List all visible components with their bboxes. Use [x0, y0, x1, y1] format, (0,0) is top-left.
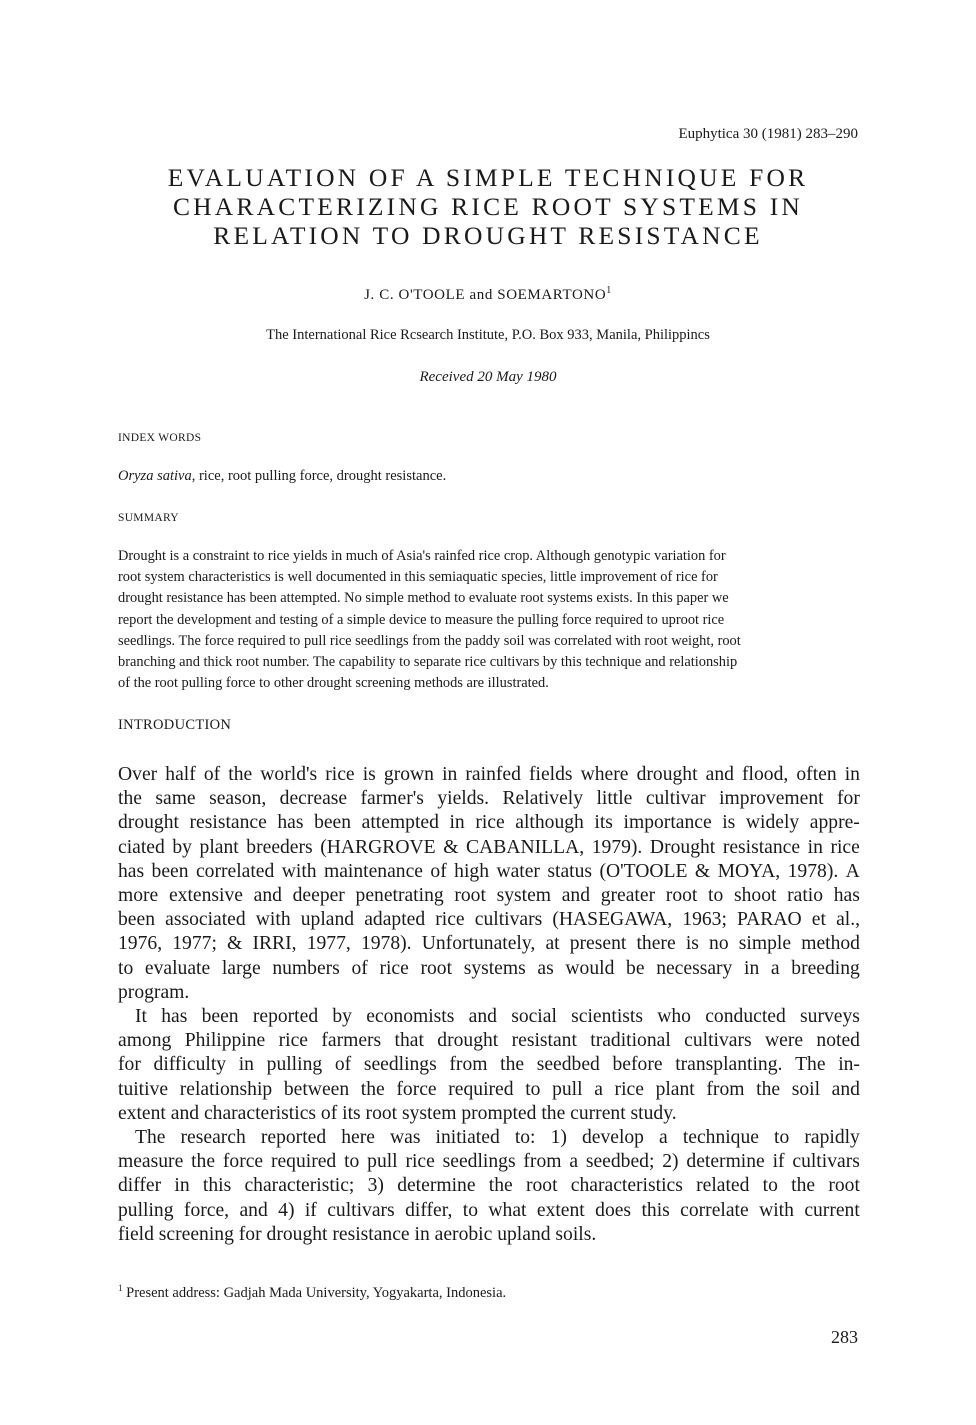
intro-line	[118, 763, 860, 787]
intro-word: the	[791, 1175, 816, 1197]
intro-word: been	[118, 909, 155, 931]
intro-word: root	[828, 1175, 860, 1197]
intro-word: resistance	[722, 836, 801, 858]
intro-line	[118, 932, 860, 956]
intro-word: reported	[260, 1127, 327, 1149]
intro-word: in	[442, 764, 458, 785]
intro-word: plant	[199, 836, 239, 858]
intro-word: rice	[435, 909, 465, 931]
intro-word: Unfortunately,	[421, 933, 536, 955]
summary-line: report the development and testing of a simple device to measure the pulling force required to uproot rice	[118, 611, 725, 628]
intro-word: extent	[536, 1199, 585, 1221]
intro-word: grown	[383, 764, 434, 785]
keyword-list: , rice, root pulling force, drought resistance.	[191, 468, 447, 484]
intro-word: 4)	[278, 1199, 295, 1221]
intro-word: has	[161, 1006, 188, 1028]
intro-word: 1963;	[682, 909, 727, 931]
intro-word: in	[174, 1175, 190, 1197]
intro-word: reported	[252, 1006, 319, 1028]
intro-word: with	[281, 860, 317, 882]
intro-word: root	[454, 885, 486, 907]
intro-word: is	[685, 933, 699, 955]
intro-word: differ,	[405, 1199, 453, 1221]
intro-word: pull	[552, 1078, 583, 1100]
intro-line	[118, 1053, 860, 1077]
intro-word: from	[706, 1078, 745, 1100]
intro-word: little	[596, 788, 633, 810]
intro-word: soil	[791, 1078, 821, 1100]
intro-word: economists	[366, 1006, 455, 1028]
intro-word: to	[118, 957, 134, 979]
intro-word: breeding	[791, 957, 860, 979]
intro-word: in-	[838, 1054, 860, 1076]
intro-word: maintenance	[323, 860, 423, 882]
intro-word: appre-	[809, 812, 860, 834]
intro-word: cultivars	[792, 1151, 860, 1173]
intro-word: The	[135, 1127, 166, 1149]
intro-word: its	[594, 812, 613, 834]
intro-word: to	[344, 1151, 360, 1173]
intro-word: and	[561, 885, 591, 907]
intro-line	[118, 1150, 860, 1174]
intro-word: the	[360, 1078, 385, 1100]
intro-word: this	[641, 1199, 670, 1221]
authors	[0, 287, 976, 304]
intro-line	[118, 1174, 860, 1198]
intro-word: simple	[738, 933, 792, 955]
intro-word: by	[172, 836, 192, 858]
intro-word: required	[270, 1151, 337, 1173]
intro-word: tuitive	[118, 1078, 169, 1100]
intro-word: numbers	[272, 957, 340, 979]
article-title	[60, 163, 916, 250]
intro-word: widely	[745, 812, 800, 834]
intro-word: been	[314, 812, 352, 834]
intro-word: penetrating	[355, 885, 444, 907]
intro-word: &	[443, 836, 459, 858]
intro-word: &	[227, 933, 243, 955]
intro-word: breeders	[246, 836, 313, 858]
intro-word: shoot	[733, 885, 777, 907]
intro-word: were	[764, 1030, 804, 1052]
intro-word: rice	[379, 957, 409, 979]
intro-word: 1977,	[306, 933, 351, 955]
intro-word: 1979).	[591, 836, 643, 858]
intro-word: be	[626, 957, 645, 979]
intro-word: related	[696, 1175, 750, 1197]
intro-word: half	[165, 764, 196, 785]
introduction-body	[118, 763, 860, 1247]
author-footnote-marker: 1	[606, 285, 612, 296]
intro-word: Relatively	[502, 788, 584, 810]
summary-line: seedlings. The force required to pull rice seedlings from the paddy soil was correlated with root weight, root	[118, 632, 741, 649]
intro-word: among	[118, 1030, 172, 1052]
index-words-heading: INDEX WORDS	[118, 432, 202, 444]
intro-word: to	[774, 1127, 790, 1149]
intro-word: in	[744, 957, 760, 979]
intro-word: Drought	[649, 836, 716, 858]
intro-word: pulling	[118, 1199, 174, 1221]
intro-word: although	[515, 812, 584, 834]
intro-word: 3)	[367, 1175, 384, 1197]
intro-word: the	[118, 788, 142, 810]
intro-word: in	[844, 764, 860, 785]
intro-line	[118, 787, 860, 811]
intro-word: adapted	[364, 909, 426, 931]
intro-word: 1)	[550, 1127, 567, 1149]
intro-line	[118, 1199, 860, 1223]
intro-word: cultivar	[645, 788, 706, 810]
intro-word: rice	[475, 812, 505, 834]
intro-word: determine	[686, 1151, 765, 1173]
summary-line: Drought is a constraint to rice yields in much of Asia's rainfed rice crop. Although genotypic variation for	[118, 548, 726, 564]
intro-word: water	[496, 860, 540, 882]
intro-word: relationship	[179, 1078, 273, 1100]
title-line: CHARACTERIZING RICE ROOT SYSTEMS IN	[172, 192, 804, 221]
intro-word: drought	[437, 1030, 499, 1052]
intro-word: force,	[183, 1199, 230, 1221]
intro-word: upland	[300, 909, 355, 931]
intro-line	[118, 811, 860, 835]
intro-word: ciated	[118, 836, 165, 858]
intro-word: of	[351, 957, 368, 979]
intro-word: 1978).	[787, 860, 839, 882]
intro-word: required	[448, 1078, 514, 1100]
intro-line	[118, 1005, 860, 1029]
intro-word: a	[569, 1151, 579, 1173]
intro-word: farmers	[321, 1030, 382, 1052]
intro-word: of	[334, 1054, 352, 1076]
intro-word: necessary	[656, 957, 733, 979]
intro-word: &	[694, 860, 711, 882]
intro-word: is	[722, 812, 736, 834]
intro-word: season,	[209, 788, 267, 810]
intro-word: from	[449, 1054, 488, 1076]
author-names: J. C. O'TOOLE and SOEMARTONO	[364, 287, 607, 303]
intro-word: seedbed	[536, 1054, 600, 1076]
intro-word: Over	[118, 764, 158, 785]
intro-word: IRRI,	[252, 933, 297, 955]
intro-word: root	[665, 885, 698, 907]
intro-word: improvement	[719, 788, 824, 810]
intro-word: yields.	[437, 788, 490, 810]
intro-word: what	[488, 1199, 527, 1221]
summary-body	[118, 546, 860, 694]
intro-word: system	[496, 885, 552, 907]
journal-reference: Euphytica 30 (1981) 283–290	[678, 126, 858, 142]
intro-word: from	[523, 1151, 562, 1173]
intro-word: by	[332, 1006, 352, 1028]
intro-word: pulling	[266, 1054, 323, 1076]
intro-word: and	[468, 1006, 497, 1028]
intro-word: et	[811, 909, 826, 931]
intro-word: this	[202, 1175, 232, 1197]
intro-word: of	[203, 764, 221, 785]
intro-word: for	[837, 788, 860, 810]
intro-word: the	[500, 1054, 525, 1076]
intro-word: method	[801, 933, 860, 955]
intro-word: for	[118, 1054, 141, 1076]
intro-word: more	[118, 885, 159, 907]
intro-word: to	[525, 1078, 541, 1100]
intro-word: The	[795, 1054, 826, 1076]
intro-word: technique	[682, 1127, 759, 1149]
intro-word: would	[565, 957, 615, 979]
intro-word: rainfed	[465, 764, 521, 785]
intro-word: often	[796, 764, 837, 785]
intro-word: measure	[118, 1151, 184, 1173]
intro-word: has	[118, 860, 145, 882]
intro-word: characteristics	[570, 1175, 683, 1197]
intro-word: greater	[600, 885, 656, 907]
intro-word: conducted	[705, 1006, 786, 1028]
intro-word: the	[488, 1175, 513, 1197]
intro-word: a	[594, 1078, 603, 1100]
intro-word: flood,	[742, 764, 789, 785]
intro-word: Philippine	[184, 1030, 266, 1052]
intro-word: seedbed;	[585, 1151, 655, 1173]
intro-word: to:	[514, 1127, 536, 1149]
intro-word: been	[151, 860, 189, 882]
intro-word: rice	[278, 1030, 308, 1052]
intro-word: there	[636, 933, 676, 955]
intro-word: rice	[830, 836, 860, 858]
intro-word: drought	[118, 812, 179, 834]
intro-word: MOYA,	[717, 860, 781, 882]
intro-word: cultivars	[684, 1030, 752, 1052]
intro-word: in	[449, 812, 465, 834]
intro-line	[118, 957, 860, 981]
title-line: RELATION TO DROUGHT RESISTANCE	[213, 221, 763, 250]
intro-word: high	[454, 860, 490, 882]
intro-word: cultivars	[474, 909, 543, 931]
intro-line: program.	[118, 981, 190, 1003]
intro-word: research	[180, 1127, 246, 1149]
footnote-marker: 1	[118, 1283, 123, 1294]
affiliation: The International Rice Rcsearch Institute, P.O. Box 933, Manila, Philippincs	[266, 327, 710, 343]
intro-word: to	[462, 1199, 478, 1221]
intro-word: no	[709, 933, 729, 955]
intro-line	[118, 1029, 860, 1053]
intro-word: status	[547, 860, 593, 882]
received-date: Received 20 May 1980	[419, 369, 557, 385]
intro-word: between	[283, 1078, 350, 1100]
intro-word: is	[362, 764, 376, 785]
intro-word: correlated	[195, 860, 275, 882]
intro-word: world's	[260, 764, 318, 785]
intro-word: with	[759, 1199, 794, 1221]
intro-word: cultivars	[327, 1199, 395, 1221]
intro-line	[118, 860, 860, 884]
page-number: 283	[831, 1327, 858, 1347]
intro-word: and	[253, 885, 282, 907]
intro-line	[118, 836, 860, 860]
intro-word: It	[135, 1006, 147, 1028]
intro-word: systems	[463, 957, 526, 979]
intro-word: in	[238, 1054, 254, 1076]
intro-word: force	[222, 1151, 264, 1173]
intro-word: initiated	[435, 1127, 500, 1149]
intro-word: farmer's	[360, 788, 424, 810]
intro-word: does	[595, 1199, 632, 1221]
intro-word: rapidly	[804, 1127, 860, 1149]
summary-line: branching and thick root number. The capability to separate rice cultivars by this technique and relationship	[118, 654, 738, 671]
intro-word: has	[833, 885, 860, 907]
intro-word: 2)	[662, 1151, 679, 1173]
intro-word: to	[708, 885, 724, 907]
intro-word: has	[277, 812, 304, 834]
footnote-text: Present address: Gadjah Mada University, Yogyakarta, Indonesia.	[126, 1285, 507, 1301]
intro-word: resistance	[189, 812, 267, 834]
intro-word: in	[807, 836, 823, 858]
intro-word: (HARGROVE	[320, 836, 436, 858]
intro-word: to	[762, 1175, 778, 1197]
intro-word: fields	[528, 764, 573, 785]
intro-word: a	[770, 957, 780, 979]
intro-word: and	[705, 764, 734, 785]
intro-word: resistant	[511, 1030, 577, 1052]
intro-word: 1978).	[360, 933, 412, 955]
intro-word: seedlings	[442, 1151, 516, 1173]
intro-word: where	[580, 764, 629, 785]
intro-word: was	[389, 1127, 421, 1149]
intro-word: who	[657, 1006, 691, 1028]
intro-word: transplanting.	[675, 1054, 783, 1076]
intro-word: attempted	[361, 812, 439, 834]
intro-word: al.,	[836, 909, 860, 931]
intro-word: noted	[816, 1030, 860, 1052]
summary-line: of the root pulling force to other drought screening methods are illustrated.	[118, 675, 549, 692]
intro-word: differ	[118, 1175, 162, 1197]
intro-line	[118, 908, 860, 932]
introduction-heading: INTRODUCTION	[118, 717, 232, 733]
intro-word: associated	[165, 909, 246, 931]
intro-line	[118, 884, 860, 908]
intro-word: present	[569, 933, 627, 955]
keyword-species: Oryza sativa	[118, 468, 192, 484]
intro-word: of	[430, 860, 447, 882]
intro-word: drought	[636, 764, 698, 785]
intro-word: current	[804, 1199, 860, 1221]
intro-word: that	[394, 1030, 424, 1052]
intro-line: extent and characteristics of its root system prompted the current study.	[118, 1102, 677, 1124]
intro-word: (HASEGAWA,	[552, 909, 673, 931]
intro-word: force	[396, 1078, 437, 1100]
intro-word: here	[341, 1127, 375, 1149]
intro-word: rice	[614, 1078, 644, 1100]
intro-word: difficulty	[153, 1054, 227, 1076]
keywords	[118, 468, 446, 485]
intro-line: field screening for drought resistance in aerobic upland soils.	[118, 1223, 597, 1245]
intro-word: social	[511, 1006, 557, 1028]
intro-word: deeper	[292, 885, 345, 907]
intro-word: the	[191, 1151, 216, 1173]
intro-word: and	[239, 1199, 268, 1221]
intro-word: root	[525, 1175, 558, 1197]
intro-word: surveys	[800, 1006, 860, 1028]
intro-word: as	[537, 957, 554, 979]
intro-word: 1976,	[118, 933, 163, 955]
intro-word: the	[228, 764, 253, 785]
intro-word: root	[420, 957, 453, 979]
intro-word: determine	[397, 1175, 476, 1197]
intro-word: evaluate	[144, 957, 211, 979]
summary-heading: SUMMARY	[118, 512, 179, 524]
title-line: EVALUATION OF A SIMPLE TECHNIQUE FOR	[167, 163, 809, 192]
intro-word: characteristic;	[244, 1175, 355, 1197]
intro-word: rice	[405, 1151, 435, 1173]
intro-word: traditional	[590, 1030, 671, 1052]
intro-word: develop	[581, 1127, 644, 1149]
intro-word: at	[545, 933, 560, 955]
intro-word: rice	[325, 764, 355, 785]
intro-word: importance	[623, 812, 712, 834]
intro-line	[118, 1078, 860, 1102]
intro-line	[118, 1126, 860, 1150]
intro-word: if	[772, 1151, 785, 1173]
intro-word: a	[659, 1127, 668, 1149]
intro-word: A	[845, 860, 860, 882]
intro-word: seedlings	[363, 1054, 437, 1076]
intro-word: extensive	[168, 885, 243, 907]
summary-line: root system characteristics is well documented in this semiaquatic species, little improvement of rice for	[118, 569, 718, 586]
intro-word: (O'TOOLE	[599, 860, 688, 882]
intro-word: pull	[367, 1151, 398, 1173]
footnote	[118, 1285, 506, 1302]
intro-word: been	[201, 1006, 239, 1028]
intro-word: 1977;	[172, 933, 217, 955]
intro-word: ratio	[787, 885, 824, 907]
intro-word: same	[155, 788, 196, 810]
summary-line: drought resistance has been attempted. No simple method to evaluate root systems exists. In this paper we	[118, 590, 729, 607]
intro-word: scientists	[571, 1006, 643, 1028]
intro-word: the	[756, 1078, 781, 1100]
intro-word: PARAO	[737, 909, 802, 931]
intro-word: decrease	[279, 788, 348, 810]
intro-word: if	[304, 1199, 317, 1221]
intro-word: correlate	[680, 1199, 749, 1221]
intro-word: CABANILLA,	[466, 836, 585, 858]
intro-word: with	[255, 909, 291, 931]
intro-word: plant	[655, 1078, 695, 1100]
intro-word: large	[221, 957, 261, 979]
intro-word: before	[612, 1054, 663, 1076]
intro-word: and	[831, 1078, 860, 1100]
